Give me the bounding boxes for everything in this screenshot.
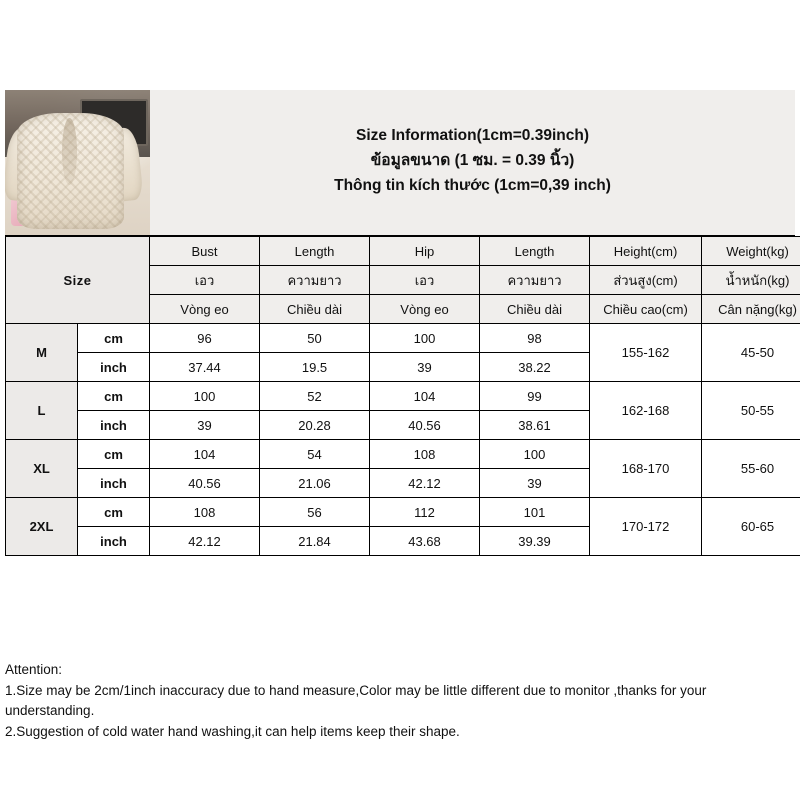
- m-weight: 45-50: [702, 324, 800, 382]
- header-length2-th: ความยาว: [480, 266, 590, 295]
- l-inch-length2: 38.61: [480, 411, 590, 440]
- unit-inch: inch: [78, 353, 150, 382]
- xl-inch-hip: 42.12: [370, 469, 480, 498]
- 2xl-cm-hip: 112: [370, 498, 480, 527]
- title-line-vi: Thông tin kích thước (1cm=0,39 inch): [334, 177, 611, 195]
- unit-cm: cm: [78, 498, 150, 527]
- m-inch-bust: 37.44: [150, 353, 260, 382]
- header-bust-th: เอว: [150, 266, 260, 295]
- 2xl-cm-bust: 108: [150, 498, 260, 527]
- xl-inch-bust: 40.56: [150, 469, 260, 498]
- xl-cm-hip: 108: [370, 440, 480, 469]
- row-size-2xl: 2XL: [6, 498, 78, 556]
- row-size-m: M: [6, 324, 78, 382]
- chart-header: [5, 90, 795, 236]
- m-cm-length2: 98: [480, 324, 590, 353]
- unit-inch: inch: [78, 527, 150, 556]
- table-row: [6, 382, 800, 411]
- product-photo-cell: [5, 90, 150, 235]
- header-hip-vi: Vòng eo: [370, 295, 480, 324]
- header-bust-en: Bust: [150, 237, 260, 266]
- unit-cm: cm: [78, 382, 150, 411]
- m-height: 155-162: [590, 324, 702, 382]
- attention-title: Attention:: [5, 662, 63, 677]
- l-cm-bust: 100: [150, 382, 260, 411]
- l-height: 162-168: [590, 382, 702, 440]
- header-weight-vi: Cân nặng(kg): [702, 295, 800, 324]
- title-block: [150, 90, 795, 235]
- xl-inch-length1: 21.06: [260, 469, 370, 498]
- header-height-en: Height(cm): [590, 237, 702, 266]
- row-size-xl: XL: [6, 440, 78, 498]
- l-cm-length2: 99: [480, 382, 590, 411]
- header-length2-en: Length: [480, 237, 590, 266]
- header-length1-en: Length: [260, 237, 370, 266]
- 2xl-inch-hip: 43.68: [370, 527, 480, 556]
- xl-inch-length2: 39: [480, 469, 590, 498]
- l-weight: 50-55: [702, 382, 800, 440]
- header-bust-vi: Vòng eo: [150, 295, 260, 324]
- l-inch-bust: 39: [150, 411, 260, 440]
- 2xl-cm-length2: 101: [480, 498, 590, 527]
- m-cm-length1: 50: [260, 324, 370, 353]
- header-hip-en: Hip: [370, 237, 480, 266]
- title-line-th: ข้อมูลขนาด (1 ซม. = 0.39 นิ้ว): [370, 151, 575, 169]
- m-cm-bust: 96: [150, 324, 260, 353]
- product-photo: [5, 90, 150, 235]
- l-inch-hip: 40.56: [370, 411, 480, 440]
- photo-garment: [17, 113, 124, 229]
- 2xl-weight: 60-65: [702, 498, 800, 556]
- 2xl-height: 170-172: [590, 498, 702, 556]
- table-row: [6, 440, 800, 469]
- size-chart: [5, 90, 795, 656]
- header-hip-th: เอว: [370, 266, 480, 295]
- l-cm-hip: 104: [370, 382, 480, 411]
- unit-inch: inch: [78, 411, 150, 440]
- m-inch-hip: 39: [370, 353, 480, 382]
- m-inch-length1: 19.5: [260, 353, 370, 382]
- table-row: [6, 498, 800, 527]
- header-size-label: Size: [6, 237, 150, 324]
- l-inch-length1: 20.28: [260, 411, 370, 440]
- header-weight-en: Weight(kg): [702, 237, 800, 266]
- m-cm-hip: 100: [370, 324, 480, 353]
- attention-block: [5, 660, 795, 742]
- 2xl-inch-bust: 42.12: [150, 527, 260, 556]
- 2xl-cm-length1: 56: [260, 498, 370, 527]
- table-header-row-en: [6, 237, 800, 266]
- unit-inch: inch: [78, 469, 150, 498]
- header-height-th: ส่วนสูง(cm): [590, 266, 702, 295]
- attention-note-1: 1.Size may be 2cm/1inch inaccuracy due to hand measure,Color may be little different due to monitor ,thanks for your understanding.: [5, 682, 707, 719]
- header-length1-th: ความยาว: [260, 266, 370, 295]
- xl-weight: 55-60: [702, 440, 800, 498]
- header-length1-vi: Chiều dài: [260, 295, 370, 324]
- xl-cm-bust: 104: [150, 440, 260, 469]
- title-line-en: Size Information(1cm=0.39inch): [356, 126, 589, 144]
- header-length2-vi: Chiều dài: [480, 295, 590, 324]
- header-height-vi: Chiều cao(cm): [590, 295, 702, 324]
- xl-cm-length1: 54: [260, 440, 370, 469]
- unit-cm: cm: [78, 440, 150, 469]
- 2xl-inch-length2: 39.39: [480, 527, 590, 556]
- header-weight-th: น้ำหนัก(kg): [702, 266, 800, 295]
- size-table: [5, 236, 800, 556]
- m-inch-length2: 38.22: [480, 353, 590, 382]
- 2xl-inch-length1: 21.84: [260, 527, 370, 556]
- unit-cm: cm: [78, 324, 150, 353]
- l-cm-length1: 52: [260, 382, 370, 411]
- xl-cm-length2: 100: [480, 440, 590, 469]
- xl-height: 168-170: [590, 440, 702, 498]
- attention-note-2: 2.Suggestion of cold water hand washing,it can help items keep their shape.: [5, 723, 460, 739]
- row-size-l: L: [6, 382, 78, 440]
- table-row: [6, 324, 800, 353]
